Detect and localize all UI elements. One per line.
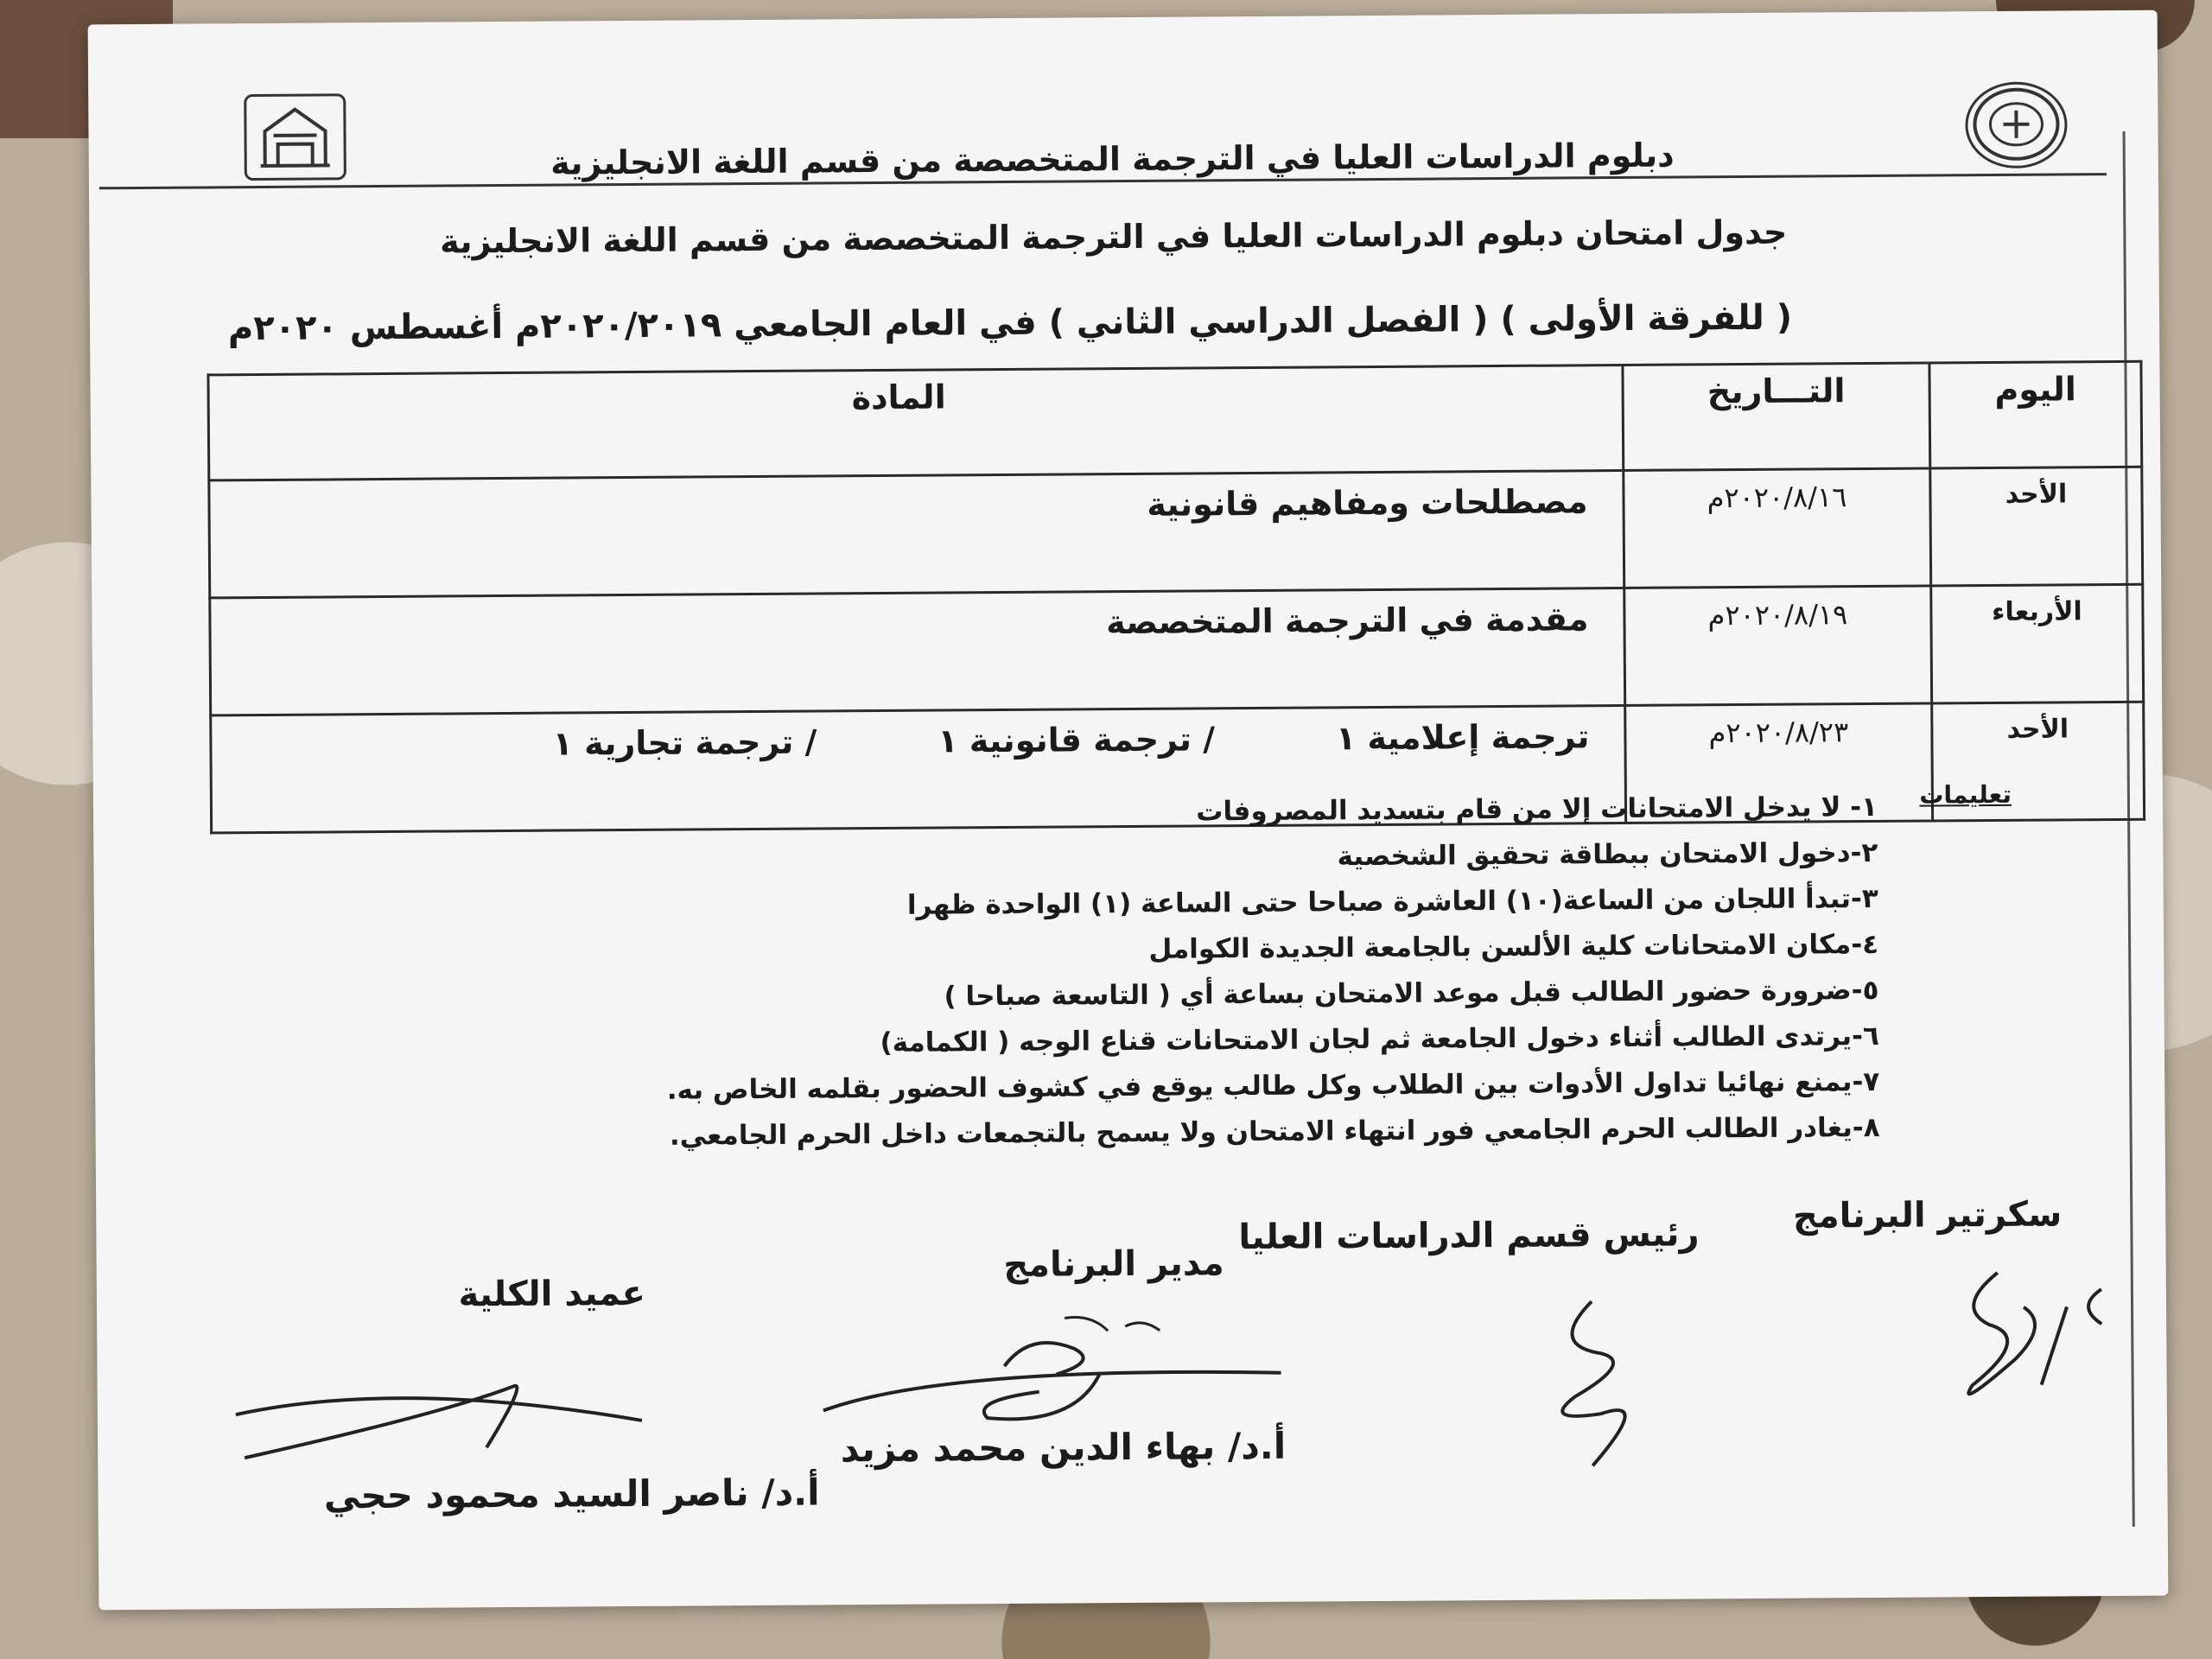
row-date: ٢٠٢٠/٨/٢٣م <box>1625 703 1933 823</box>
exam-schedule-table <box>207 360 2145 835</box>
dean-title: عميد الكلية <box>458 1273 646 1315</box>
row-date: ٢٠٢٠/٨/١٦م <box>1624 468 1931 588</box>
instruction-item: ٣-تبدأ اللجان من الساعة(١٠) العاشرة صباحا حتى الساعة (١) الواحدة ظهرا <box>906 882 1878 921</box>
table-row <box>210 584 2144 715</box>
dean-name: أ.د/ ناصر السيد محمود حجي <box>323 1471 820 1517</box>
program-director-signature <box>814 1313 1299 1437</box>
instruction-item: ١- لا يدخل الامتحانات إلا من قام بتسديد المصروفات <box>1196 791 1878 828</box>
dean-signature <box>226 1360 677 1476</box>
secretary-title: سكرتير البرنامج <box>1792 1194 2063 1236</box>
subject-legal-translation: / ترجمة قانونية ١ <box>938 720 1216 760</box>
header-subject: المادة <box>208 365 1624 480</box>
instruction-item: ٥-ضرورة حضور الطالب قبل موعد الامتحان بساعة أي ( التاسعة صباحا ) <box>944 974 1879 1013</box>
seal-icon <box>1968 84 2064 164</box>
instructions-title: تعليمات <box>1919 779 2012 810</box>
row-day: الأربعاء <box>1931 584 2144 703</box>
schedule-title: جدول امتحان دبلوم الدراسات العليا في الترجمة المتخصصة من قسم اللغة الانجليزية <box>440 213 1788 261</box>
subject-media-translation: ترجمة إعلامية ١ <box>1335 717 1590 758</box>
instruction-item: ٦-يرتدى الطالب أثناء دخول الجامعة ثم لجان الامتحانات قناع الوجه ( الكمامة) <box>880 1020 1879 1059</box>
secretary-signature <box>1937 1255 2154 1429</box>
dept-head-signature <box>1522 1292 1697 1483</box>
header-date: التـــاريخ <box>1623 363 1930 470</box>
table-header-row <box>208 361 2142 480</box>
document-header-title: دبلوم الدراسات العليا في الترجمة المتخصصة من قسم اللغة الانجليزية <box>550 136 1675 182</box>
row-subject: مقدمة في الترجمة المتخصصة <box>210 588 1625 715</box>
row-date: ٢٠٢٠/٨/١٩م <box>1624 586 1932 705</box>
instruction-item: ٢-دخول الامتحان ببطاقة تحقيق الشخصية <box>1337 836 1878 873</box>
row-day: الأحد <box>1932 702 2145 821</box>
instruction-item: ٨-يغادر الطالب الحرم الجامعي فور انتهاء الامتحان ولا يسمح بالتجمعات داخل الحرم الجامعي. <box>669 1111 1880 1152</box>
university-logo-left <box>244 93 346 181</box>
header-day: اليوم <box>1929 361 2142 468</box>
exam-schedule-paper <box>88 10 2169 1611</box>
program-director-title: مدير البرنامج <box>1003 1243 1224 1286</box>
row-subject: مصطلحات ومفاهيم قانونية <box>209 470 1624 597</box>
instruction-item: ٤-مكان الامتحانات كلية الألسن بالجامعة الجديدة الكوامل <box>1148 928 1879 965</box>
schedule-subtitle: ( للفرقة الأولى ) ( الفصل الدراسي الثاني ) في العام الجامعي ٢٠٢٠/٢٠١٩م أغسطس ٢٠٢٠م <box>227 297 1793 349</box>
subject-commercial-translation: / ترجمة تجارية ١ <box>552 722 817 763</box>
building-emblem-icon <box>251 96 339 175</box>
instructions-list <box>664 791 1879 1166</box>
row-day: الأحد <box>1930 467 2143 586</box>
instruction-item: ٧-يمنع نهائيا تداول الأدوات بين الطلاب وكل طالب يوقع في كشوف الحضور بقلمه الخاص به. <box>666 1065 1880 1106</box>
university-seal-right <box>1965 81 2068 168</box>
program-director-name: أ.د/ بهاء الدين محمد مزيد <box>840 1424 1287 1471</box>
dept-head-title: رئيس قسم الدراسات العليا <box>1238 1214 1700 1258</box>
table-row <box>209 467 2143 598</box>
